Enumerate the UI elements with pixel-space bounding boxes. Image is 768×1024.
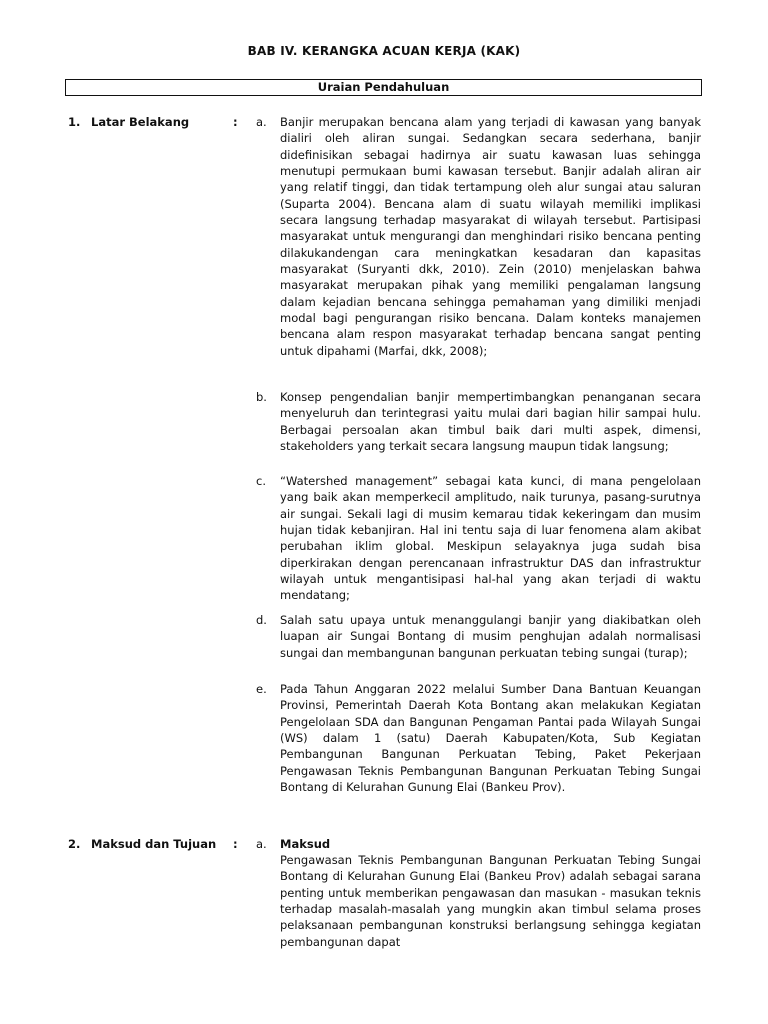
section-label: Maksud dan Tujuan: [91, 837, 217, 851]
list-item-text: Banjir merupakan bencana alam yang terjadi di kawasan yang banyak dialiri oleh aliran sungai. Sedangkan secara sederhana, banjir didefinisikan sebagai hadirnya air suatu kawasan luas sehingga menutupi permukaan bumi kawasan tersebut. Banjir adalah aliran air yang relatif tinggi, dan tidak tertampung oleh alur sungai atau saluran (Suparta 2004). Bencana alam di suatu wilayah memiliki implikasi secara langsung terhadap masyarakat di wilayah tersebut. Partisipasi masyarakat untuk mengurangi dan menghindari risiko bencana penting dilakukandengan cara meningkatkan kesadaran dan kapasitas masyarakat (Suryanti dkk, 2010). Zein (2010) menjelaskan bahwa masyarakat merupakan pihak yang memiliki pengalaman langsung dalam kejadian bencana sehingga pemahaman yang dimiliki menjadi modal bagi pengurangan risiko bencana. Dalam konteks manajemen bencana alam respon masyarakat terhadap bencana sangat penting untuk dipahami (Marfai, dkk, 2008);: [280, 115, 701, 358]
list-item-text: Pada Tahun Anggaran 2022 melalui Sumber Dana Bantuan Keuangan Provinsi, Pemerintah Daerah Kota Bontang akan melakukan Kegiatan Pengelolaan SDA dan Bangunan Pengaman Pantai pada Wilayah Sungai (WS) dalam 1 (satu) Daerah Kabupaten/Kota, Sub Kegiatan Pembangunan Bangunan Perkuatan Tebing, Paket Pekerjaan Pengawasan Teknis Pembangunan Bangunan Perkuatan Tebing Sungai Bontang di Kelurahan Gunung Elai (Bankeu Prov).: [280, 682, 701, 795]
list-item-letter: a.: [256, 837, 267, 851]
section-number: 2.: [68, 837, 81, 851]
list-item-text: Pengawasan Teknis Pembangunan Bangunan Perkuatan Tebing Sungai Bontang di Kelurahan Gunung Elai (Bankeu Prov) adalah sebagai sarana penting untuk memberikan pengawasan dan masukan - masukan teknis terhadap masalah-masalah yang mungkin akan timbul selama proses pelaksanaan pembangunan konstruksi berlangsung sehingga kegiatan pembangunan dapat: [280, 853, 701, 949]
list-item-text: Salah satu upaya untuk menanggulangi banjir yang diakibatkan oleh luapan air Sungai Bontang di musim penghujan adalah normalisasi sungai dan membangunan bangunan perkuatan tebing sungai (turap);: [280, 613, 701, 660]
section-colon: :: [233, 115, 238, 129]
section-header-box: [65, 79, 702, 96]
list-item-text: “Watershed management” sebagai kata kunci, di mana pengelolaan yang baik akan memperkecil amplitudo, naik turunya, pasang-surutnya air sungai. Sekali lagi di musim kemarau tidak kekeringam dan musim hujan tidak kebanjiran. Hal ini tentu saja di luar fenomena alam akibat perubahan iklim global. Meskipun selayaknya juga sudah bisa diperkirakan dengan perencanaan infrastruktur DAS dan infrastruktur wilayah untuk mengantisipasi hal-hal yang akan terjadi di waktu mendatang;: [280, 474, 701, 603]
section-label: Latar Belakang: [91, 115, 190, 129]
list-item-heading: Maksud: [280, 837, 331, 851]
page-title: BAB IV. KERANGKA ACUAN KERJA (KAK): [247, 44, 521, 58]
list-item-letter: b.: [256, 390, 267, 404]
list-item-letter: d.: [256, 613, 267, 627]
section-colon: :: [233, 837, 238, 851]
section-number: 1.: [68, 115, 81, 129]
section-header-text: Uraian Pendahuluan: [317, 80, 450, 94]
list-item-text: Konsep pengendalian banjir mempertimbangkan penanganan secara menyeluruh dan terintegrasi yaitu mulai dari bagian hilir sampai hulu. Berbagai persoalan akan timbul baik dari multi aspek, dimensi, stakeholders yang terkait secara langsung maupun tidak langsung;: [280, 390, 701, 454]
list-item-letter: e.: [256, 682, 267, 696]
list-item-letter: c.: [256, 474, 266, 488]
list-item-letter: a.: [256, 115, 267, 129]
